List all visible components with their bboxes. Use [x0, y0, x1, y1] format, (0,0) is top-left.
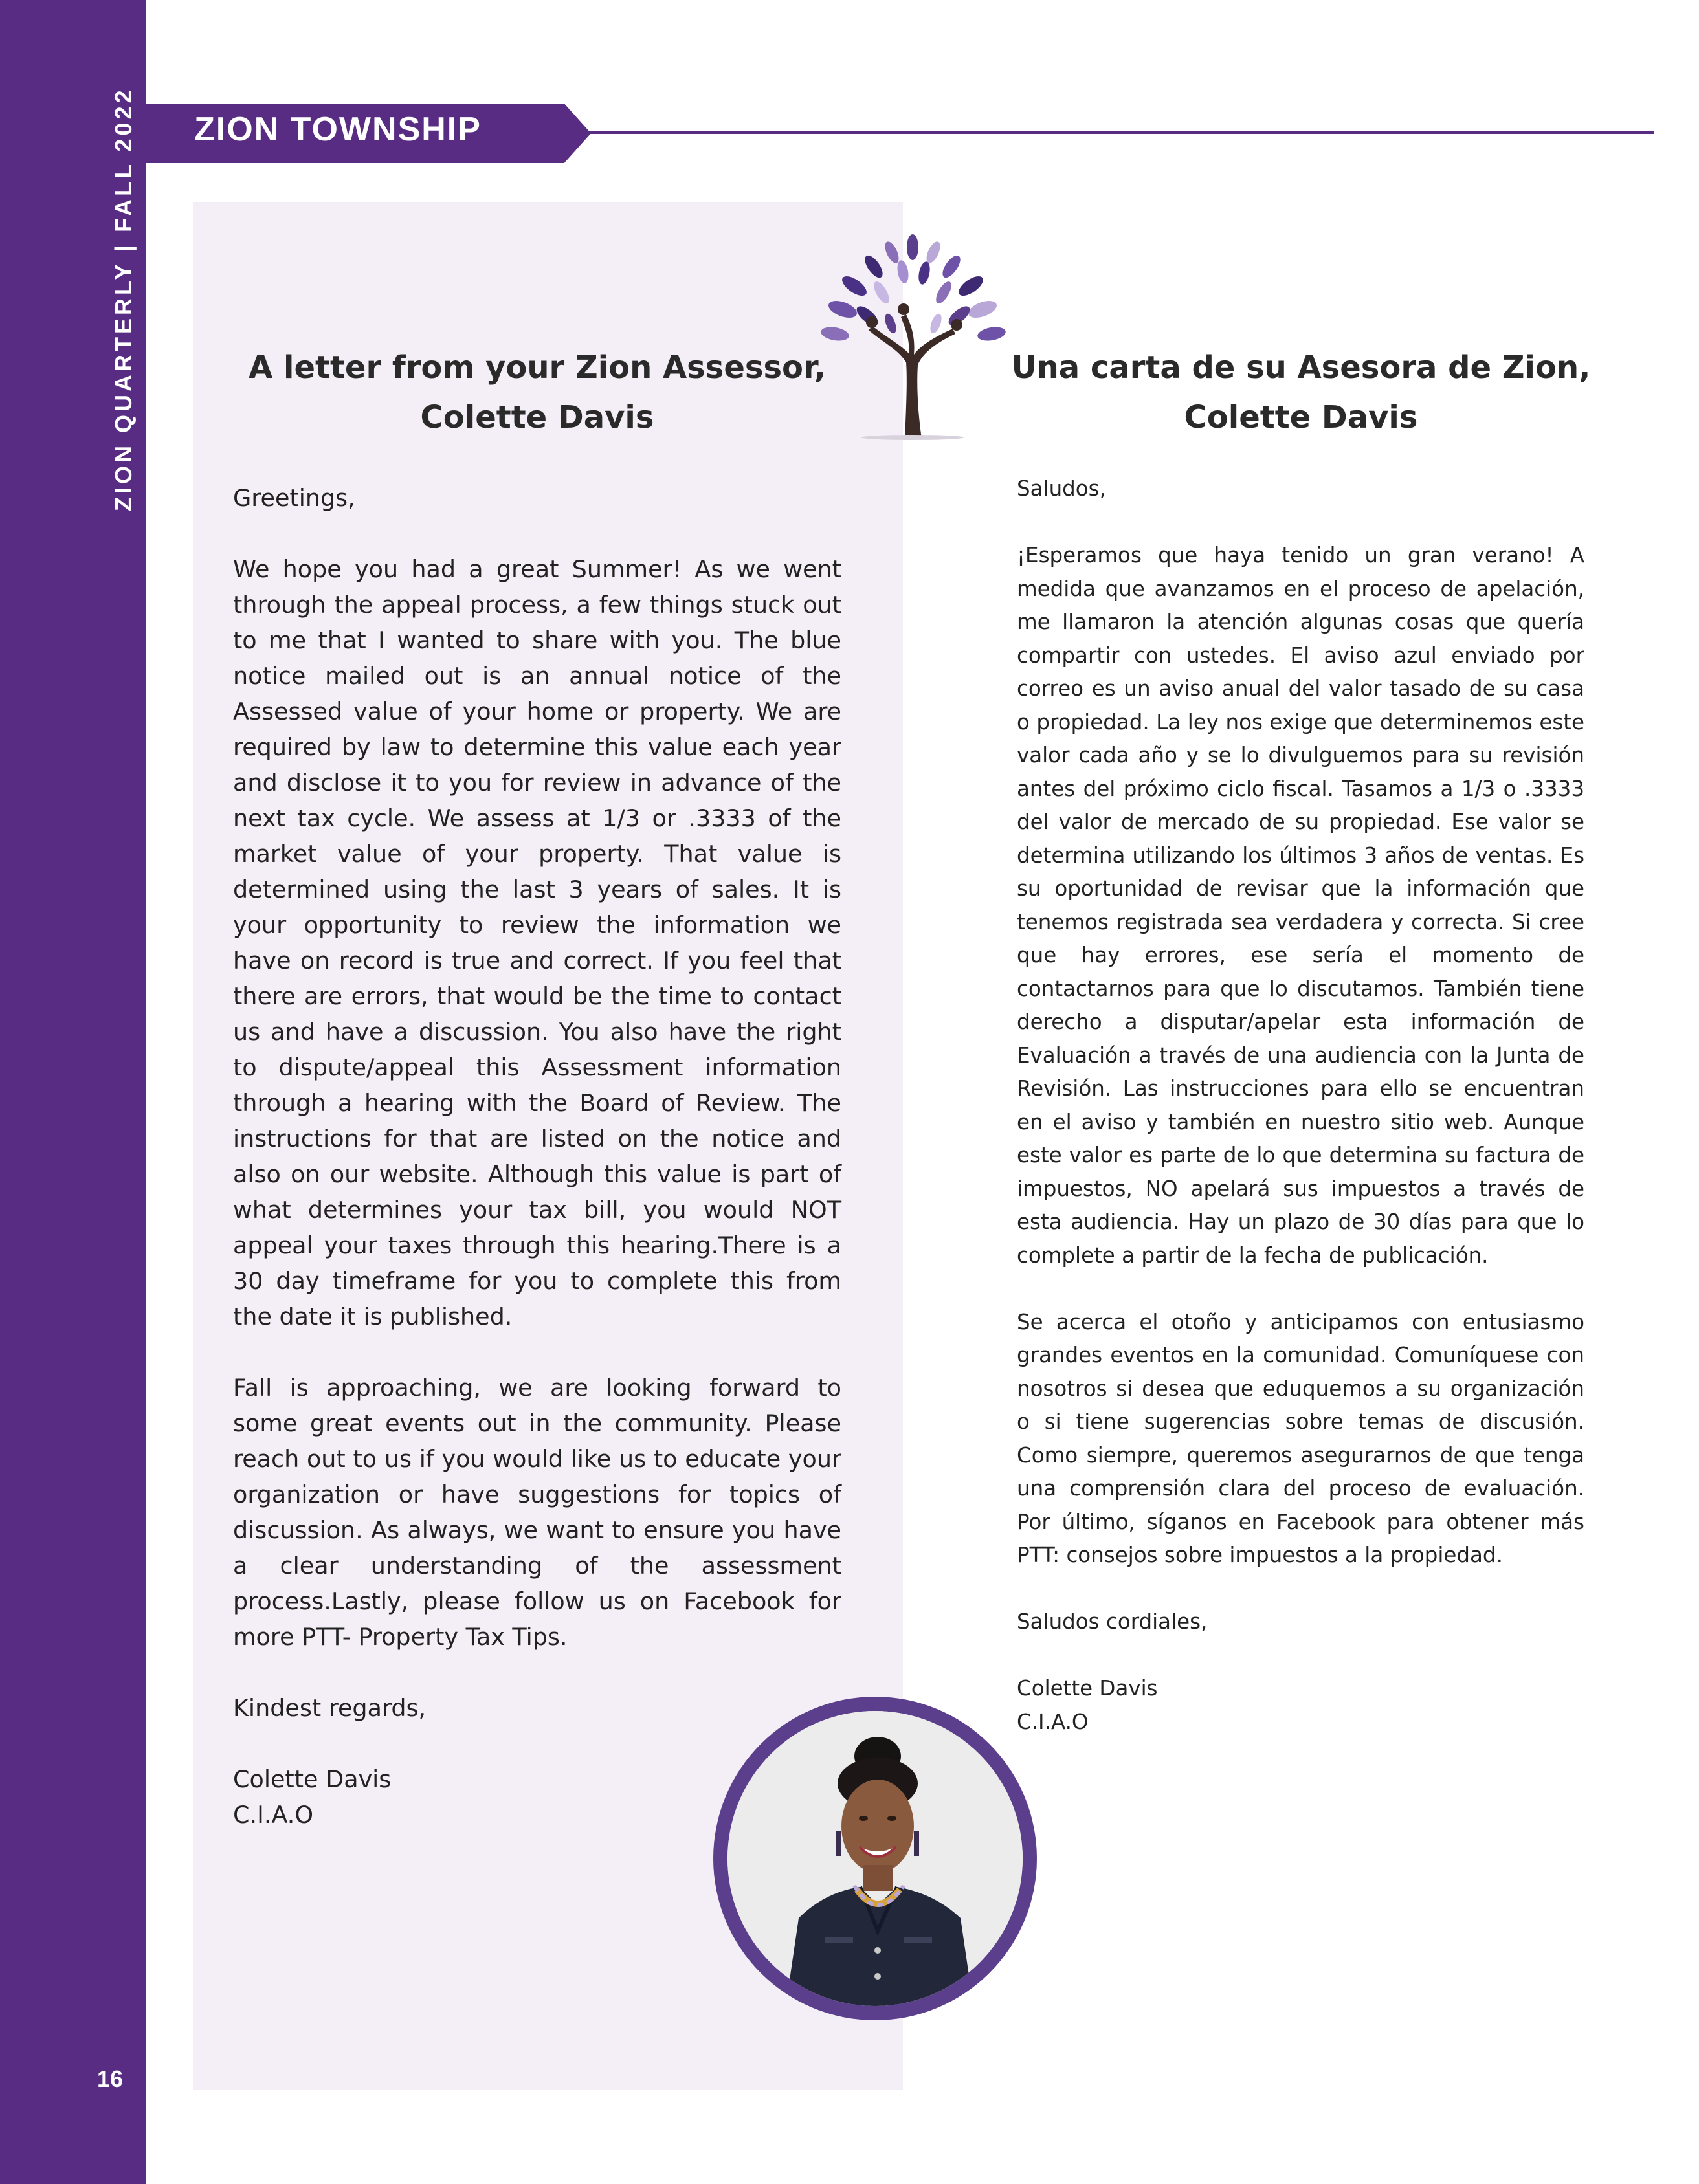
spanish-greeting: Saludos,: [1017, 476, 1106, 501]
spanish-heading: [1006, 343, 1595, 443]
header-rule: [586, 131, 1654, 134]
spanish-paragraph-1: ¡Esperamos que haya tenido un gran verano! A medida que avanzamos en el proceso de apelación, me llamaron la atención algunas cosas que quería compartir con ustedes. El aviso azul enviado por correo es un aviso anual del valor tasado de su casa o propiedad. La ley nos exige que determinemos este valor cada año y se lo divulguemos para su revisión antes del próximo ciclo fiscal. Tasamos a 1/3 o .3333 del valor de mercado de su propiedad. Ese valor se determina utilizando los últimos 3 años de ventas. Es su oportunidad de revisar que la información que tenemos registrada sea verdadera y correcta. Si cree que hay errores, ese sería el momento de contactarnos para que lo discutamos. También tiene derecho a disputar/apelar esta información de Evaluación a través de una audiencia con la Junta de Revisión. Las instrucciones para ello se encuentran en el aviso y también en nuestro sitio web. Aunque este valor es parte de lo que determina su factura de impuestos, NO apelará sus impuestos a través de esta audiencia. Hay un plazo de 30 días para que lo complete a partir de la fecha de publicación.: [1017, 543, 1584, 1268]
tree-leaves: [820, 234, 1007, 343]
spanish-closing: Saludos cordiales,: [1017, 1609, 1208, 1634]
english-greeting: Greetings,: [233, 484, 355, 512]
spanish-heading-line2: Colette Davis: [1184, 399, 1418, 436]
english-heading-line1: A letter from your Zion Assessor,: [249, 349, 826, 386]
english-heading: [239, 343, 835, 443]
portrait-photo: [727, 1711, 1023, 2006]
tree-shadow: [861, 435, 964, 440]
spanish-heading-line1: Una carta de su Asesora de Zion,: [1011, 349, 1591, 386]
tree-icon: [809, 233, 1016, 440]
english-signature-title: C.I.A.O: [233, 1801, 314, 1829]
assessor-portrait: [713, 1697, 1037, 2020]
spanish-signature-title: C.I.A.O: [1017, 1709, 1089, 1734]
english-paragraph-1: We hope you had a great Summer! As we went through the appeal process, a few things stuck out to me that I wanted to share with you. The blue notice mailed out is an annual notice of the Assessed value of your home or property. We are required by law to determine this value each year and disclose it to you for review in advance of the next tax cycle. We assess at 1/3 or .3333 of the market value of your property. That value is determined using the last 3 years of sales. It is your opportunity to review the information we have on record is true and correct. If you feel that there are errors, that would be the time to contact us and have a discussion. You also have the right to dispute/appeal this Assessment information through a hearing with the Board of Review. The instructions for that are listed on the notice and also on our website. Although this value is part of what determines your tax bill, you would NOT appeal your taxes through this hearing.There is a 30 day timeframe for you to complete this from the date it is published.: [233, 555, 841, 1330]
english-paragraph-2: Fall is approaching, we are looking forward to some great events out in the community. Please reach out to us if you would like us to educate your organization or have suggestions for topics of discussion. As always, we want to ensure you have a clear understanding of the assessment process.Lastly, please follow us on Facebook for more PTT- Property Tax Tips.: [233, 1374, 841, 1651]
section-title: ZION TOWNSHIP: [194, 111, 482, 148]
english-closing: Kindest regards,: [233, 1694, 427, 1722]
spanish-letter-body: [1017, 472, 1584, 1739]
publication-title: ZION QUARTERLY | FALL 2022: [110, 87, 137, 511]
sidebar: [0, 0, 146, 2184]
page-number: 16: [97, 2066, 124, 2092]
person-portrait-icon: [727, 1711, 1023, 2006]
english-heading-line2: Colette Davis: [420, 399, 654, 436]
spanish-paragraph-2: Se acerca el otoño y anticipamos con entusiasmo grandes eventos en la comunidad. Comuníquese con nosotros si desea que eduquemos a su organización o si tiene sugerencias sobre temas de discusión. Como siempre, queremos asegurarnos de que tenga una comprensión clara del proceso de evaluación. Por último, síganos en Facebook para obtener más PTT: consejos sobre impuestos a la propiedad.: [1017, 1309, 1584, 1567]
english-signature-name: Colette Davis: [233, 1765, 392, 1793]
english-letter-body: [233, 480, 841, 1833]
spanish-signature-name: Colette Davis: [1017, 1676, 1158, 1701]
tree-trunk: [866, 303, 962, 439]
